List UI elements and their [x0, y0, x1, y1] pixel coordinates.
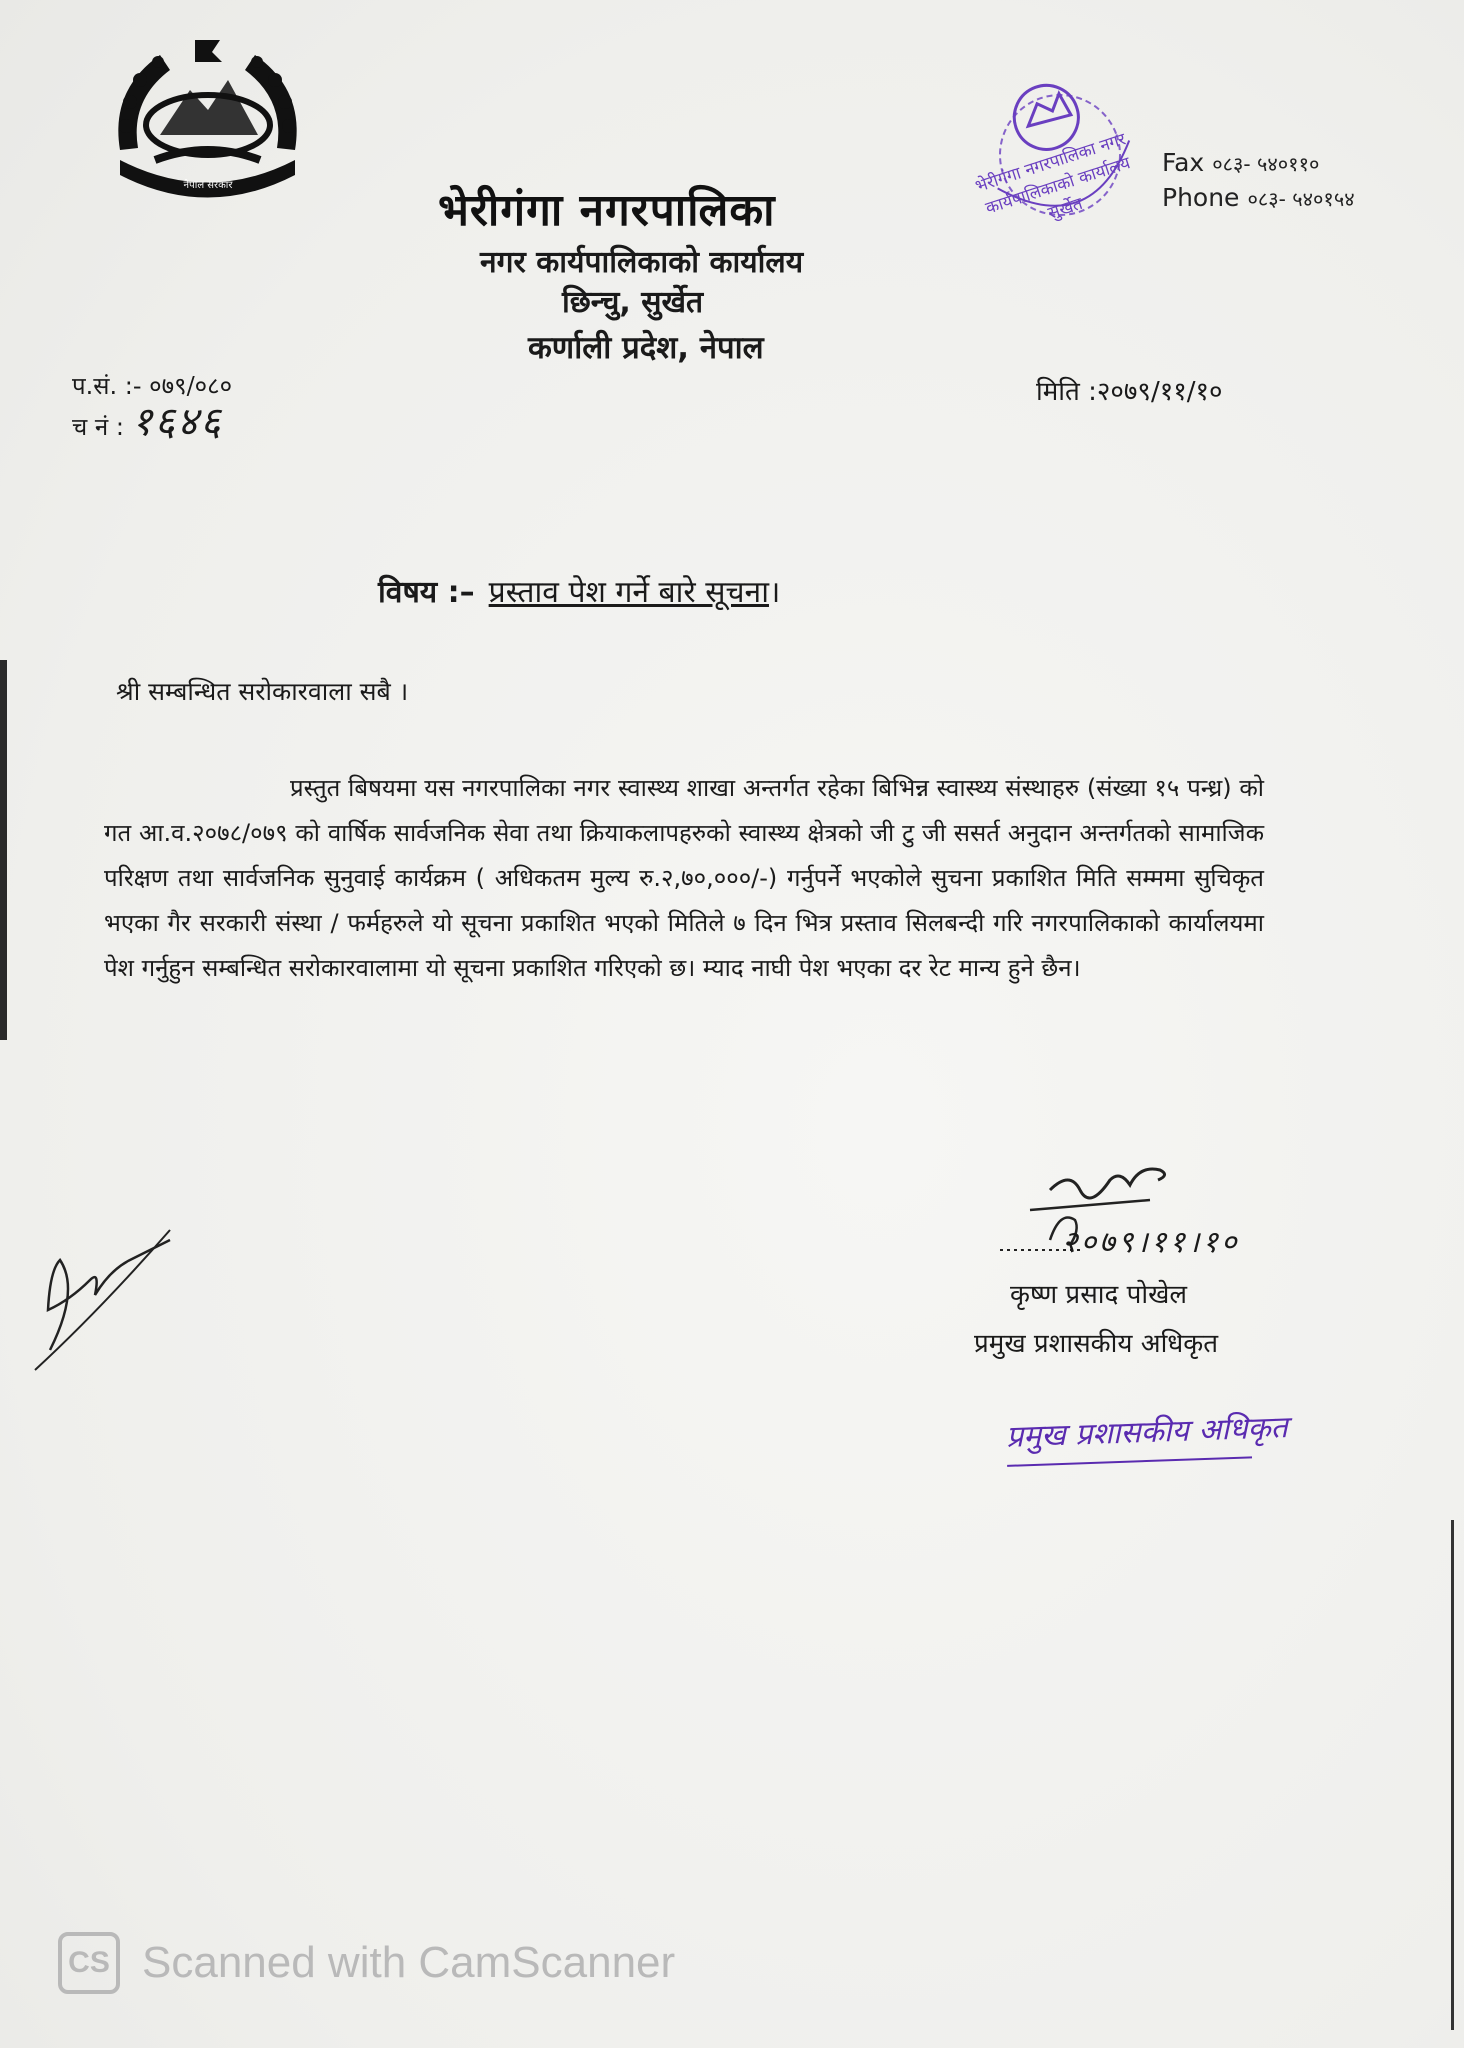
- date-value: २०७९/११/१०: [1096, 377, 1223, 407]
- subject-line: [378, 570, 780, 611]
- subject-title: प्रस्ताव पेश गर्ने बारे सूचना: [488, 575, 769, 610]
- ps-label: प.सं. :-: [72, 372, 142, 400]
- signer-name: कृष्ण प्रसाद पोखेल: [1010, 1280, 1187, 1310]
- contact-info: [1162, 146, 1363, 216]
- fax-row: [1162, 146, 1363, 181]
- fax-value: ०८३- ५४०११०: [1212, 152, 1320, 176]
- scan-edge-right: [1451, 1520, 1454, 2030]
- cha-line: [72, 399, 232, 445]
- emblem-text: नेपाल सरकार: [183, 180, 233, 191]
- scan-edge-left: [0, 660, 7, 1040]
- phone-label: Phone: [1162, 183, 1240, 212]
- subject-label: विषय :–: [378, 575, 475, 610]
- notice-body: [104, 766, 1264, 991]
- stamp-text: भेरीगंगा नगरपालिका नगर कार्यपालिकाको कार्यालय सुर्खेत: [972, 129, 1133, 224]
- initial-scribble-icon: [20, 1200, 180, 1380]
- camscanner-watermark: [58, 1932, 675, 1994]
- designation-stamp-text: प्रमुख प्रशासकीय अधिकृत: [1005, 1410, 1289, 1455]
- date-line: [1036, 372, 1223, 408]
- subject-end: ।: [768, 575, 781, 610]
- signer-title: प्रमुख प्रशासकीय अधिकृत: [974, 1329, 1219, 1359]
- ps-value: ०७९/०८०: [149, 372, 233, 400]
- date-label: मिति :: [1036, 377, 1097, 407]
- office-subtitle: नगर कार्यपालिकाको कार्यालय: [480, 245, 804, 280]
- phone-value: ०८३- ५४०१५४: [1247, 187, 1355, 211]
- cha-label: च नं :: [72, 413, 124, 441]
- office-name: भेरीगंगा नगरपालिका: [438, 185, 776, 236]
- camscanner-logo-icon: CS: [58, 1932, 120, 1994]
- fax-label: Fax: [1162, 148, 1205, 177]
- salutation: श्री सम्बन्धित सरोकारवाला सबै ।: [116, 677, 409, 706]
- office-province: कर्णाली प्रदेश, नेपाल: [528, 330, 764, 366]
- reference-block: [72, 368, 232, 445]
- phone-row: [1162, 181, 1363, 216]
- signature-date: २०७९।११।१०: [1062, 1225, 1240, 1260]
- cha-value: १६४६: [131, 399, 223, 445]
- nepal-emblem-icon: [100, 30, 315, 205]
- watermark-text: Scanned with CamScanner: [142, 1938, 676, 1987]
- office-location: छिन्चु, सुर्खेत: [562, 285, 704, 320]
- notice-body-text: प्रस्तुत बिषयमा यस नगरपालिका नगर स्वास्थ्य शाखा अन्तर्गत रहेका बिभिन्न स्वास्थ्य संस्थाहरु (संख्या १५ पन्ध्र) को गत आ.व.२०७८/०७९ को वार्षिक सार्वजनिक सेवा तथा क्रियाकलापहरुको स्वास्थ्य क्षेत्रको जी टु जी ससर्त अनुदान अन्तर्गतको सामाजिक परिक्षण तथा सार्वजनिक सुनुवाई कार्यक्रम ( अधिकतम मुल्य रु.२,७०,०००/-) गर्नुपर्ने भएकोले सुचना प्रकाशित मिति सम्ममा सुचिकृत भएका गैर सरकारी संस्था / फर्महरुले यो सूचना प्रकाशित भएको मितिले ७ दिन भित्र प्रस्ताव सिलबन्दी गरि नगरपालिकाको कार्यालयमा पेश गर्नुहुन सम्बन्धित सरोकारवालामा यो सूचना प्रकाशित गरिएको छ। म्याद नाघी पेश भएका दर रेट मान्य हुने छैन।: [104, 774, 1264, 982]
